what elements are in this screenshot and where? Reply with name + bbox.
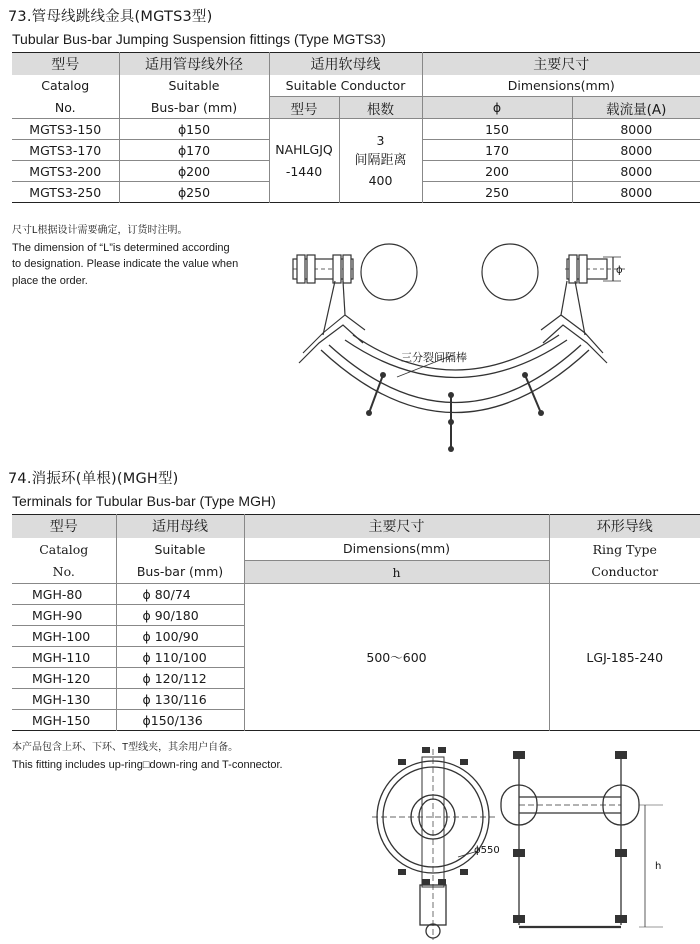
header-cond-count: 根数 xyxy=(339,97,422,119)
busbar-cell: ϕ 120/112 xyxy=(116,668,244,689)
header-ring-en1: Ring Type xyxy=(592,541,657,557)
header-dim-en: Dimensions(mm) xyxy=(422,75,700,97)
header-model-en1: Catalog xyxy=(12,538,116,561)
header-ring-cn: 环形导线 xyxy=(549,515,700,538)
current-cell: 8000 xyxy=(620,184,653,200)
phi-cell: 250 xyxy=(422,182,572,203)
model-cell: MGH-110 xyxy=(12,647,116,668)
header-ring-en2: Conductor xyxy=(591,564,659,580)
note-en: This fitting includes up-ring□down-ring and T-connector. xyxy=(12,758,283,771)
drawing-phi-label: ϕ xyxy=(616,265,623,276)
header-dim-cn: 主要尺寸 xyxy=(244,515,549,538)
busbar-cell: ϕ150/136 xyxy=(116,710,244,731)
jumper-fitting-drawing xyxy=(285,235,635,460)
busbar-cell: ϕ150 xyxy=(119,119,269,140)
busbar-cell: ϕ250 xyxy=(119,182,269,203)
section73-title: 73.管母线跳线金具(MGTS3型) xyxy=(8,9,213,25)
note-en-line1: The dimension of “L”is determined according xyxy=(12,241,230,254)
header-dim-en: Dimensions(mm) xyxy=(244,538,549,561)
ring-front-view-drawing xyxy=(370,745,500,940)
phi-cell: 170 xyxy=(422,140,572,161)
current-cell: 8000 xyxy=(620,163,653,179)
model-cell: MGH-130 xyxy=(12,689,116,710)
busbar-cell: ϕ 80/74 xyxy=(116,584,244,605)
conductor-type-cell xyxy=(269,119,339,203)
table-row xyxy=(12,584,700,605)
mgh-table xyxy=(12,514,700,731)
model-cell: MGH-90 xyxy=(12,605,116,626)
model-cell: MGH-120 xyxy=(12,668,116,689)
conductor-count-line1: 3 xyxy=(376,132,385,148)
header-model-en2: No. xyxy=(12,561,116,584)
section74-title: 74.消振环(单根)(MGH型) xyxy=(8,471,179,487)
model-cell: MGTS3-150 xyxy=(12,119,119,140)
conductor-type-line2: -1440 xyxy=(285,163,323,179)
model-cell: MGTS3-200 xyxy=(12,161,119,182)
section73-subtitle: Tubular Bus-bar Jumping Suspension fittings (Type MGTS3) xyxy=(12,31,386,47)
model-cell: MGH-150 xyxy=(12,710,116,731)
conductor-count-line2: 间隔距离 xyxy=(354,152,407,168)
right-ball xyxy=(482,244,538,300)
header-cond-type: 型号 xyxy=(269,97,339,119)
dimension-value: 500～600 xyxy=(244,584,549,731)
busbar-cell: ϕ170 xyxy=(119,140,269,161)
model-cell: MGH-100 xyxy=(12,626,116,647)
current-cell: 8000 xyxy=(620,142,653,158)
conductor-count-line3: 400 xyxy=(368,172,393,188)
ring-value: LGJ-185-240 xyxy=(586,649,664,665)
ring-side-view-drawing xyxy=(495,745,675,940)
header-model-en1: Catalog xyxy=(12,75,119,97)
header-dim-cn: 主要尺寸 xyxy=(422,53,700,75)
section74-note xyxy=(12,740,283,773)
table-row xyxy=(12,119,700,140)
model-cell: MGTS3-250 xyxy=(12,182,119,203)
ring-diameter-label: ϕ550 xyxy=(474,845,500,856)
mgts3-table xyxy=(12,52,700,203)
section74-subtitle: Terminals for Tubular Bus-bar (Type MGH) xyxy=(12,493,276,509)
busbar-cell: ϕ 130/116 xyxy=(116,689,244,710)
header-busbar-cn: 适用母线 xyxy=(116,515,244,538)
header-busbar-en2: Bus-bar (mm) xyxy=(116,561,244,584)
model-cell: MGH-80 xyxy=(12,584,116,605)
current-cell: 8000 xyxy=(620,121,653,137)
section73-note xyxy=(12,223,238,289)
busbar-cell: ϕ 100/90 xyxy=(116,626,244,647)
busbar-cell: ϕ 110/100 xyxy=(116,647,244,668)
spacer-label: 三分裂间隔棒 xyxy=(401,351,467,364)
left-ball xyxy=(361,244,417,300)
height-label: h xyxy=(655,861,662,872)
note-en-line2: to designation. Please indicate the value when xyxy=(12,258,239,270)
model-cell: MGTS3-170 xyxy=(12,140,119,161)
header-current: 载流量(A) xyxy=(572,97,700,119)
header-busbar-en1: Suitable xyxy=(116,538,244,561)
header-phi: ϕ xyxy=(422,97,572,119)
header-dim-h: h xyxy=(244,561,549,584)
header-model-en2: No. xyxy=(12,97,119,119)
header-busbar-en1: Suitable xyxy=(119,75,269,97)
note-cn: 尺寸L根据设计需要确定，订货时注明。 xyxy=(12,225,188,236)
header-busbar-cn: 适用管母线外径 xyxy=(119,53,269,75)
note-en-line3: place the order. xyxy=(12,274,88,287)
conductor-count-cell xyxy=(339,119,422,203)
phi-cell: 150 xyxy=(422,119,572,140)
header-model-cn: 型号 xyxy=(12,515,116,538)
header-conductor-en: Suitable Conductor xyxy=(269,75,422,97)
header-model-cn: 型号 xyxy=(12,53,119,75)
header-conductor-cn: 适用软母线 xyxy=(269,53,422,75)
busbar-cell: ϕ200 xyxy=(119,161,269,182)
conductor-type-line1: NAHLGJQ xyxy=(275,141,333,157)
header-busbar-en2: Bus-bar (mm) xyxy=(119,97,269,119)
phi-cell: 200 xyxy=(422,161,572,182)
busbar-cell: ϕ 90/180 xyxy=(116,605,244,626)
note-cn: 本产品包含上环、下环、T型线夹，其余用户自备。 xyxy=(12,742,239,753)
